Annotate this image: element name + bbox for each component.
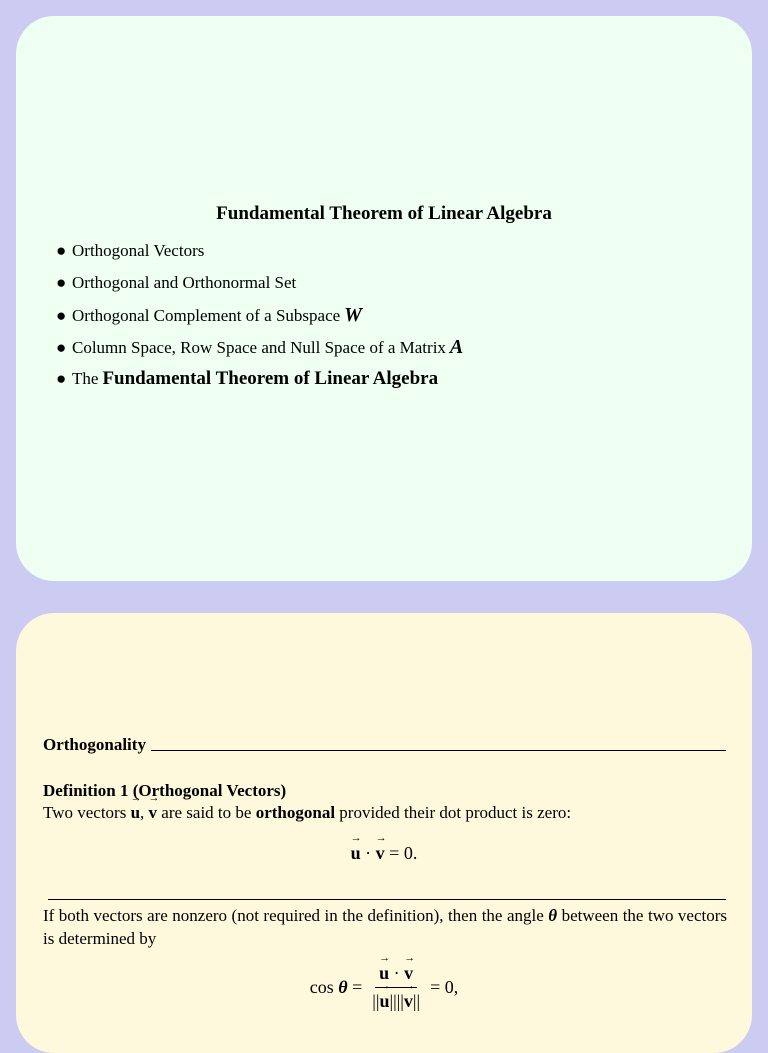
section-header (43, 735, 726, 755)
norm-bars: |||| (389, 991, 404, 1011)
dot-operator: · (393, 963, 400, 983)
list-item (56, 334, 463, 366)
theta-symbol: θ (338, 977, 348, 997)
item-text: Column Space, Row Space and Null Space of a Matrix (72, 338, 446, 357)
cosine-equation (16, 963, 752, 1012)
paragraph-part1: If both vectors are nonzero (not required in the definition), then the angle (43, 906, 544, 925)
norm-bars: || (412, 991, 421, 1011)
fraction-denominator (368, 988, 424, 1012)
dot-product-equation (16, 843, 752, 864)
norm-bars: || (372, 991, 380, 1011)
vector-v: → v (404, 991, 413, 1012)
item-text: Orthogonal Complement of a Subspace (72, 306, 341, 325)
item-text: Orthogonal Vectors (72, 241, 205, 260)
list-item (56, 238, 463, 270)
vector-v: → v (149, 803, 158, 823)
angle-paragraph (43, 904, 727, 950)
bullet-icon: ● (56, 241, 67, 260)
definition-prefix: Two vectors (43, 803, 127, 822)
vector-v: → v (376, 843, 385, 864)
vector-u: → u (351, 843, 361, 864)
vector-v: → v (404, 963, 413, 984)
slide-overview (16, 16, 752, 581)
orthogonal-keyword: orthogonal (255, 803, 336, 822)
bullet-icon: ● (56, 369, 67, 388)
equation-rhs: = 0. (389, 843, 418, 863)
definition-suffix: provided their dot product is zero: (339, 803, 572, 822)
item-text: Orthogonal and Orthonormal Set (72, 273, 297, 292)
list-item (56, 302, 463, 334)
list-item (56, 270, 463, 302)
math-symbol: W (344, 304, 362, 326)
definition-middle: are said to be (161, 803, 252, 822)
equals-sign: = (352, 977, 363, 997)
dot-operator: · (365, 843, 372, 863)
math-symbol: A (449, 336, 464, 358)
vector-u: → u (379, 991, 389, 1012)
slide-title: Fundamental Theorem of Linear Algebra (216, 203, 552, 224)
definition-text (43, 803, 571, 823)
theta-symbol: θ (548, 906, 558, 925)
list-item (56, 366, 463, 398)
item-text: The (72, 369, 99, 388)
equation-rhs: = 0, (430, 977, 459, 997)
item-bold-text: Fundamental Theorem of Linear Algebra (102, 368, 439, 389)
section-title: Orthogonality (43, 735, 146, 754)
divider (48, 899, 726, 900)
vector-u: → u (131, 803, 140, 823)
fraction (368, 963, 424, 1012)
comma: , (140, 803, 145, 822)
cos-label: cos (309, 977, 334, 997)
bullet-icon: ● (56, 273, 67, 292)
slide-orthogonality (16, 613, 752, 1053)
paragraph-part2: between the two vectors is determined by (43, 906, 728, 948)
vector-u: → u (379, 963, 389, 984)
definition-title: Definition 1 (Orthogonal Vectors) (43, 781, 287, 800)
section-rule (151, 750, 726, 751)
bullet-icon: ● (56, 338, 67, 357)
topic-list (56, 238, 463, 398)
bullet-icon: ● (56, 306, 67, 325)
